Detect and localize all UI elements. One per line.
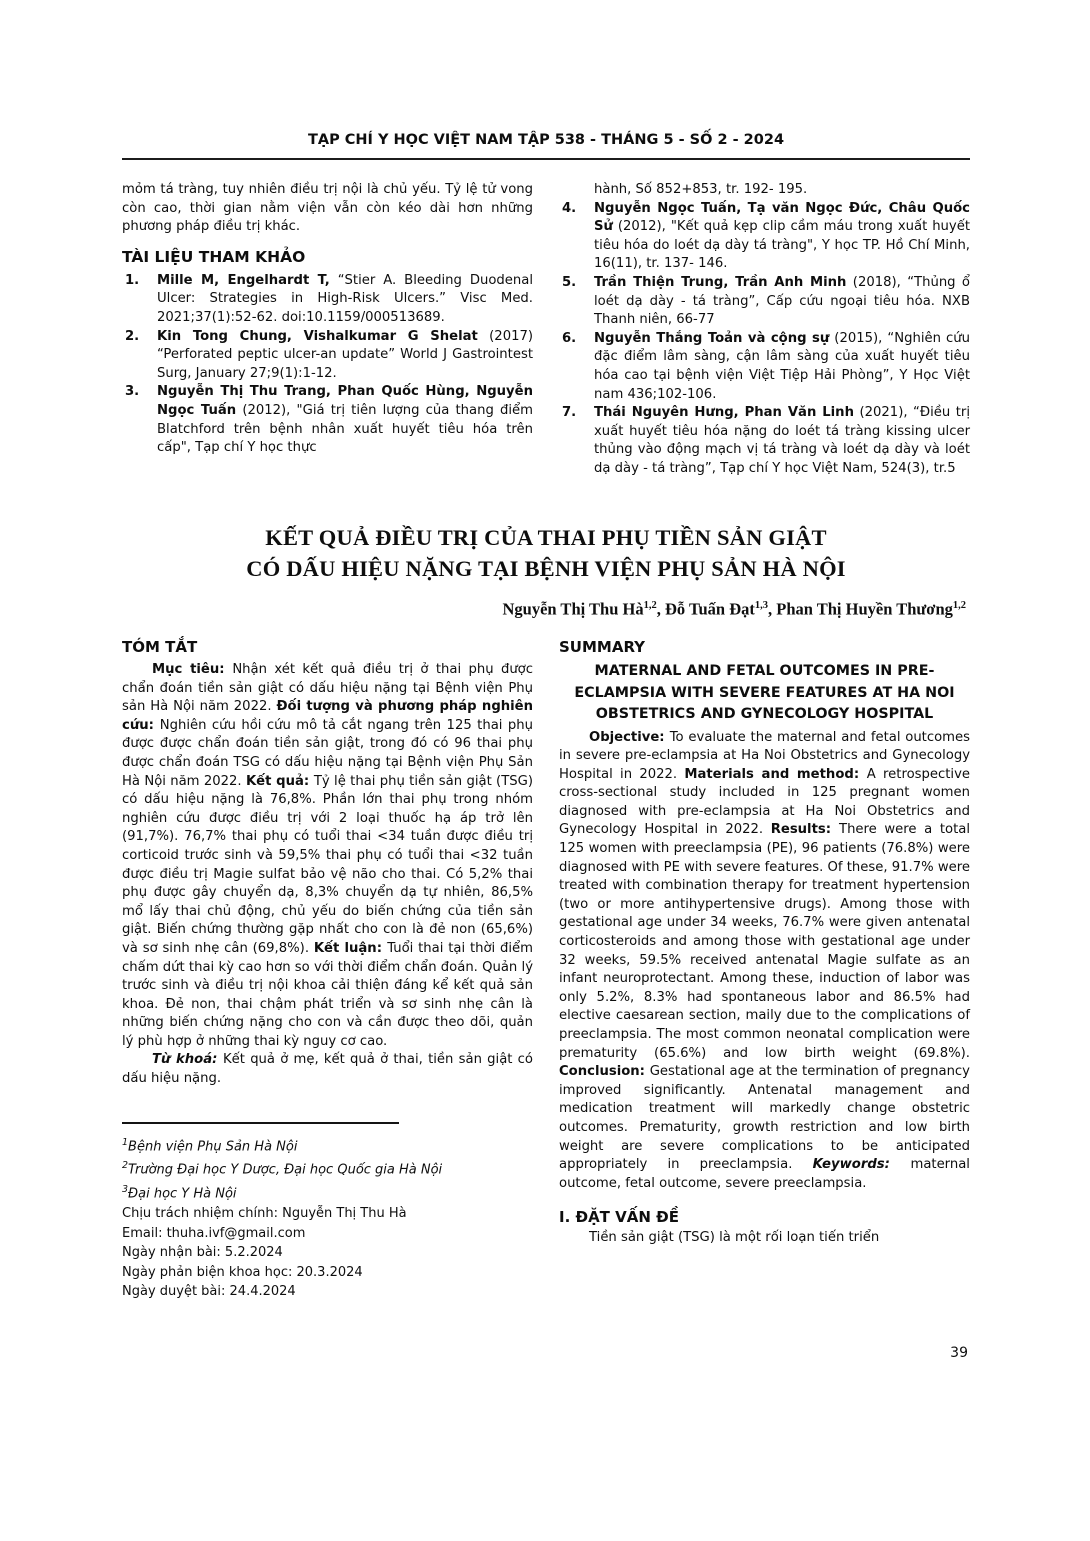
reference-authors: Thái Nguyên Hưng, Phan Văn Linh bbox=[594, 405, 854, 421]
summary-en-title: MATERNAL AND FETAL OUTCOMES IN PRE-ECLAMPSIA WITH SEVERE FEATURES AT HA NOI OBSTETRICS AND GYNECOLOGY HOSPITAL bbox=[574, 663, 955, 722]
reference-text: Nguyễn Ngọc Tuấn, Tạ văn Ngọc Đức, Châu Quốc Sử (2012), "Kết quả kẹp clip cầm máu trong xuất huyết tiêu hóa do loét dạ dày tá tràng", Y học TP. Hồ Chí Minh, 16(11), tr. 137- 146. bbox=[594, 200, 970, 272]
reference-number: 3. bbox=[125, 384, 140, 400]
reference-item bbox=[559, 200, 970, 274]
article-title bbox=[122, 522, 970, 584]
reference-number: 1. bbox=[125, 272, 140, 288]
label-tu-khoa: Từ khoá: bbox=[152, 1052, 224, 1068]
journal-header: TẠP CHÍ Y HỌC VIỆT NAM TẬP 538 - THÁNG 5 - SỐ 2 - 2024 bbox=[122, 131, 970, 160]
reference-text: Trần Thiện Trung, Trần Anh Minh (2018), “Thủng ổ loét dạ dày - tá tràng”, Cấp cứu ngoại tiêu hóa. NXB Thanh niên, 66-77 bbox=[594, 274, 970, 328]
author-affiliation-sup: 1,2 bbox=[643, 599, 657, 611]
reference-text: Kin Tong Chung, Vishalkumar G Shelat (2017) “Perforated peptic ulcer-an update” World J Gastrointest Surg, January 27;9(1):1-12. bbox=[157, 328, 534, 381]
closing-paragraph: mỏm tá tràng, tuy nhiên điều trị nội là chủ yếu. Tỷ lệ tử vong còn cao, thời gian nằm viện vẫn còn kéo dài hơn những phương pháp điều trị khác. bbox=[122, 182, 533, 235]
reference-item bbox=[559, 330, 970, 404]
label-ket-qua: Kết quả: bbox=[245, 773, 314, 789]
article-title-line1: KẾT QUẢ ĐIỀU TRỊ CỦA THAI PHỤ TIỀN SẢN GIẬT bbox=[265, 524, 827, 550]
reference-item bbox=[122, 328, 533, 384]
label-results: Results: bbox=[770, 822, 840, 838]
reference-authors: Kin Tong Chung, Vishalkumar G Shelat bbox=[157, 328, 478, 344]
references-right-column bbox=[559, 181, 970, 479]
reference-authors: Mille M, Engelhardt T, bbox=[157, 272, 330, 288]
keywords-vn: Từ khoá: Kết quả ở mẹ, kết quả ở thai, tiền sản giật có dấu hiệu nặng. bbox=[122, 1052, 533, 1087]
reference-authors: Nguyễn Thắng Toản và cộng sự bbox=[594, 330, 830, 346]
reference-item bbox=[122, 383, 533, 457]
abstract-vn-column bbox=[122, 637, 533, 1302]
author-affiliation-sup: 1,3 bbox=[754, 599, 768, 611]
label-ket-luan: Kết luận: bbox=[313, 940, 388, 956]
label-objective: Objective: bbox=[589, 729, 670, 745]
reference-authors: Trần Thiện Trung, Trần Anh Minh bbox=[594, 274, 847, 290]
label-muc-tieu: Mục tiêu: bbox=[152, 662, 233, 677]
abstract-vn-heading: TÓM TẮT bbox=[122, 638, 198, 656]
label-materials: Materials and method: bbox=[684, 766, 867, 782]
reference-item bbox=[122, 272, 533, 328]
reference-item bbox=[559, 404, 970, 478]
reference-number: 2. bbox=[125, 328, 140, 344]
reference-number: 6. bbox=[562, 330, 577, 346]
affiliation-line: $^1$Bệnh viện Phụ Sản Hà Nội bbox=[122, 1136, 298, 1154]
summary-heading: SUMMARY bbox=[559, 638, 646, 656]
label-doi-tuong: Đối tượng và phương pháp nghiên cứu: bbox=[122, 699, 533, 733]
footnote-rule bbox=[122, 1122, 399, 1124]
reference-text: Nguyễn Thị Thu Trang, Phan Quốc Hùng, Nguyễn Ngọc Tuấn (2012), "Giá trị tiên lượng của thang điểm Blatchford trên bệnh nhân xuất huyết tiêu hóa trên cấp", Tạp chí Y học thực bbox=[157, 384, 534, 456]
article-title-line2: CÓ DẤU HIỆU NẶNG TẠI BỆNH VIỆN PHỤ SẢN HÀ NỘI bbox=[246, 555, 846, 581]
abstract-section bbox=[122, 637, 970, 1302]
reference-authors: Nguyễn Ngọc Tuấn, Tạ văn Ngọc Đức, Châu Quốc Sử bbox=[594, 200, 970, 235]
intro-heading: I. ĐẶT VẤN ĐỀ bbox=[559, 1208, 679, 1227]
page-number: 39 bbox=[950, 1345, 968, 1361]
email-line: Email: thuha.ivf@gmail.com bbox=[122, 1225, 306, 1241]
accepted-date-line: Ngày duyệt bài: 24.4.2024 bbox=[122, 1284, 296, 1300]
abstract-vn-paragraph: Mục tiêu: Nhận xét kết quả điều trị ở thai phụ được chẩn đoán tiền sản giật có dấu hiệu nặng tại Bệnh viện Phụ sản Hà Nội năm 2022. Đối tượng và phương pháp nghiên cứu: Nghiên cứu hồi cứu mô tả cắt ngang trên 125 thai phụ được được chẩn đoán tiền sản giật, trong đó có 96 thai phụ được chẩn đoán TSG có dấu hiệu nặng tại Bệnh viện Phụ Sản Hà Nội năm 2022. Kết quả: Tỷ lệ thai phụ tiền sản giật (TSG) có dấu hiệu nặng là 76,8%. Phần lớn thai phụ trong nhóm nghiên cứu được điều trị với 2 loại thuốc hạ áp trở lên (91,7%). 76,7% thai phụ có tuổi thai <34 tuần được điều trị corticoid trước sinh và 59,5% thai phụ có tuổi thai <32 tuần được điều trị Magie sulfat bảo vệ não cho thai. Có 5,2% thai phụ được gây chuyển dạ, 8,3% chuyển dạ tự nhiên, 86,5% mổ lấy thai chủ động, chủ yếu do biến chứng của tiền sản giật. Biến chứng thường gặp nhất cho con là đẻ non (65,6%) và sơ sinh nhẹ cân (69,8%). Kết luận: Tuổi thai tại thời điểm chấm dứt thai kỳ cao hơn so với thời điểm chẩn đoán. Quản lý trước sinh và điều trị nội khoa cải thiện đáng kể kết quả sản khoa. Đẻ non, thai chậm phát triển và sơ sinh nhẹ cân là những biến chứng nặng cho con và cần được theo dõi, quản lý phù hợp ở những thai kỳ nguy cơ cao. bbox=[122, 662, 534, 1049]
reference-number: 4. bbox=[562, 200, 577, 216]
reference-number: 7. bbox=[562, 405, 577, 421]
reference-authors: Nguyễn Thị Thu Trang, Phan Quốc Hùng, Nguyễn Ngọc Tuấn bbox=[157, 384, 533, 418]
author-affiliation-sup: 1,2 bbox=[952, 599, 966, 611]
received-date-line: Ngày nhận bài: 5.2.2024 bbox=[122, 1245, 283, 1261]
references-left-column bbox=[122, 181, 533, 479]
footnote-block bbox=[122, 1122, 533, 1302]
authors-line: Nguyễn Thị Thu Hà$^{1,2}$, Đỗ Tuấn Đạt$^{1,3}$, Phan Thị Huyền Thương$^{1,2}$ bbox=[502, 599, 966, 618]
reference-continuation: hành, Số 852+853, tr. 192- 195. bbox=[594, 182, 808, 197]
intro-first-line: Tiền sản giật (TSG) là một rối loạn tiến triển bbox=[589, 1229, 880, 1245]
references-heading: TÀI LIỆU THAM KHẢO bbox=[122, 247, 306, 266]
reviewed-date-line: Ngày phản biện khoa học: 20.3.2024 bbox=[122, 1264, 363, 1280]
label-keywords: Keywords: bbox=[812, 1157, 911, 1173]
affiliation-line: $^3$Đại học Y Hà Nội bbox=[122, 1184, 237, 1202]
reference-text: Nguyễn Thắng Toản và cộng sự (2015), “Nghiên cứu đặc điểm lâm sàng, cận lâm sàng của xuất huyết tiêu hóa cao tại bệnh viện Việt Tiệp Hải Phòng”, Y Học Việt nam 436;102-106. bbox=[594, 330, 971, 402]
reference-text: Thái Nguyên Hưng, Phan Văn Linh (2021), “Điều trị xuất huyết tiêu hóa nặng do loét tá tràng kissing ulcer thủng vào động mạch vị tá tràng và loét dạ dày và loét dạ dày - tá tràng”, Tạp chí Y học Việt Nam, 524(3), tr.5 bbox=[594, 405, 970, 476]
summary-en-paragraph: Objective: To evaluate the maternal and fetal outcomes in severe pre-eclampsia at Ha Noi Obstetrics and Gynecology Hospital in 2022. Materials and method: A retrospective cross-sectional study included in 125 pregnant women diagnosed with pre-eclampsia at Ha Noi Obstetrics and Gynecology Hospital in 2022. Results: There were a total 125 women with preeclampsia (PE), 96 patients (76.8%) were diagnosed with PE with severe features. Of these, 91.7% were treated with combination therapy for treatment hypertension (two or more antihypertensive drugs). Among those with gestational age under 34 weeks, 76.7% were given antenatal corticosteroids and among those with gestational age under 32 weeks, 59.5% received antenatal Magie sulfate as an infant neuroprotectant. Among these, induction of labor was only 5.2%, 8.3% had spontaneous labor and 86.5% had elective caesarean section, maily due to the complications of preeclampsia. The most common neonatal complication were prematurity (65.6%) and low birth weight (69.8%). Conclusion: Gestational age at the termination of pregnancy improved significantly. Antenatal management and medication treatment will markedly change obstetric outcomes. Prematurity, growth restriction and low birth weight are severe complications to be anticipated appropriately in preeclampsia. Keywords: maternal outcome, fetal outcome, severe preeclampsia. bbox=[559, 729, 970, 1191]
affiliation-line: $^2$Trường Đại học Y Dược, Đại học Quốc gia Hà Nội bbox=[122, 1160, 443, 1178]
label-conclusion: Conclusion: bbox=[559, 1064, 650, 1080]
reference-number: 5. bbox=[562, 274, 577, 290]
summary-en-column bbox=[559, 637, 970, 1302]
previous-article-references bbox=[122, 181, 970, 479]
corresponding-author-line: Chịu trách nhiệm chính: Nguyễn Thị Thu Hà bbox=[122, 1206, 407, 1222]
reference-text: Mille M, Engelhardt T, “Stier A. Bleeding Duodenal Ulcer: Strategies in High-Risk Ulcers.” Visc Med. 2021;37(1):52-62. doi:10.1159/000513689. bbox=[157, 272, 533, 325]
reference-item bbox=[559, 274, 970, 330]
